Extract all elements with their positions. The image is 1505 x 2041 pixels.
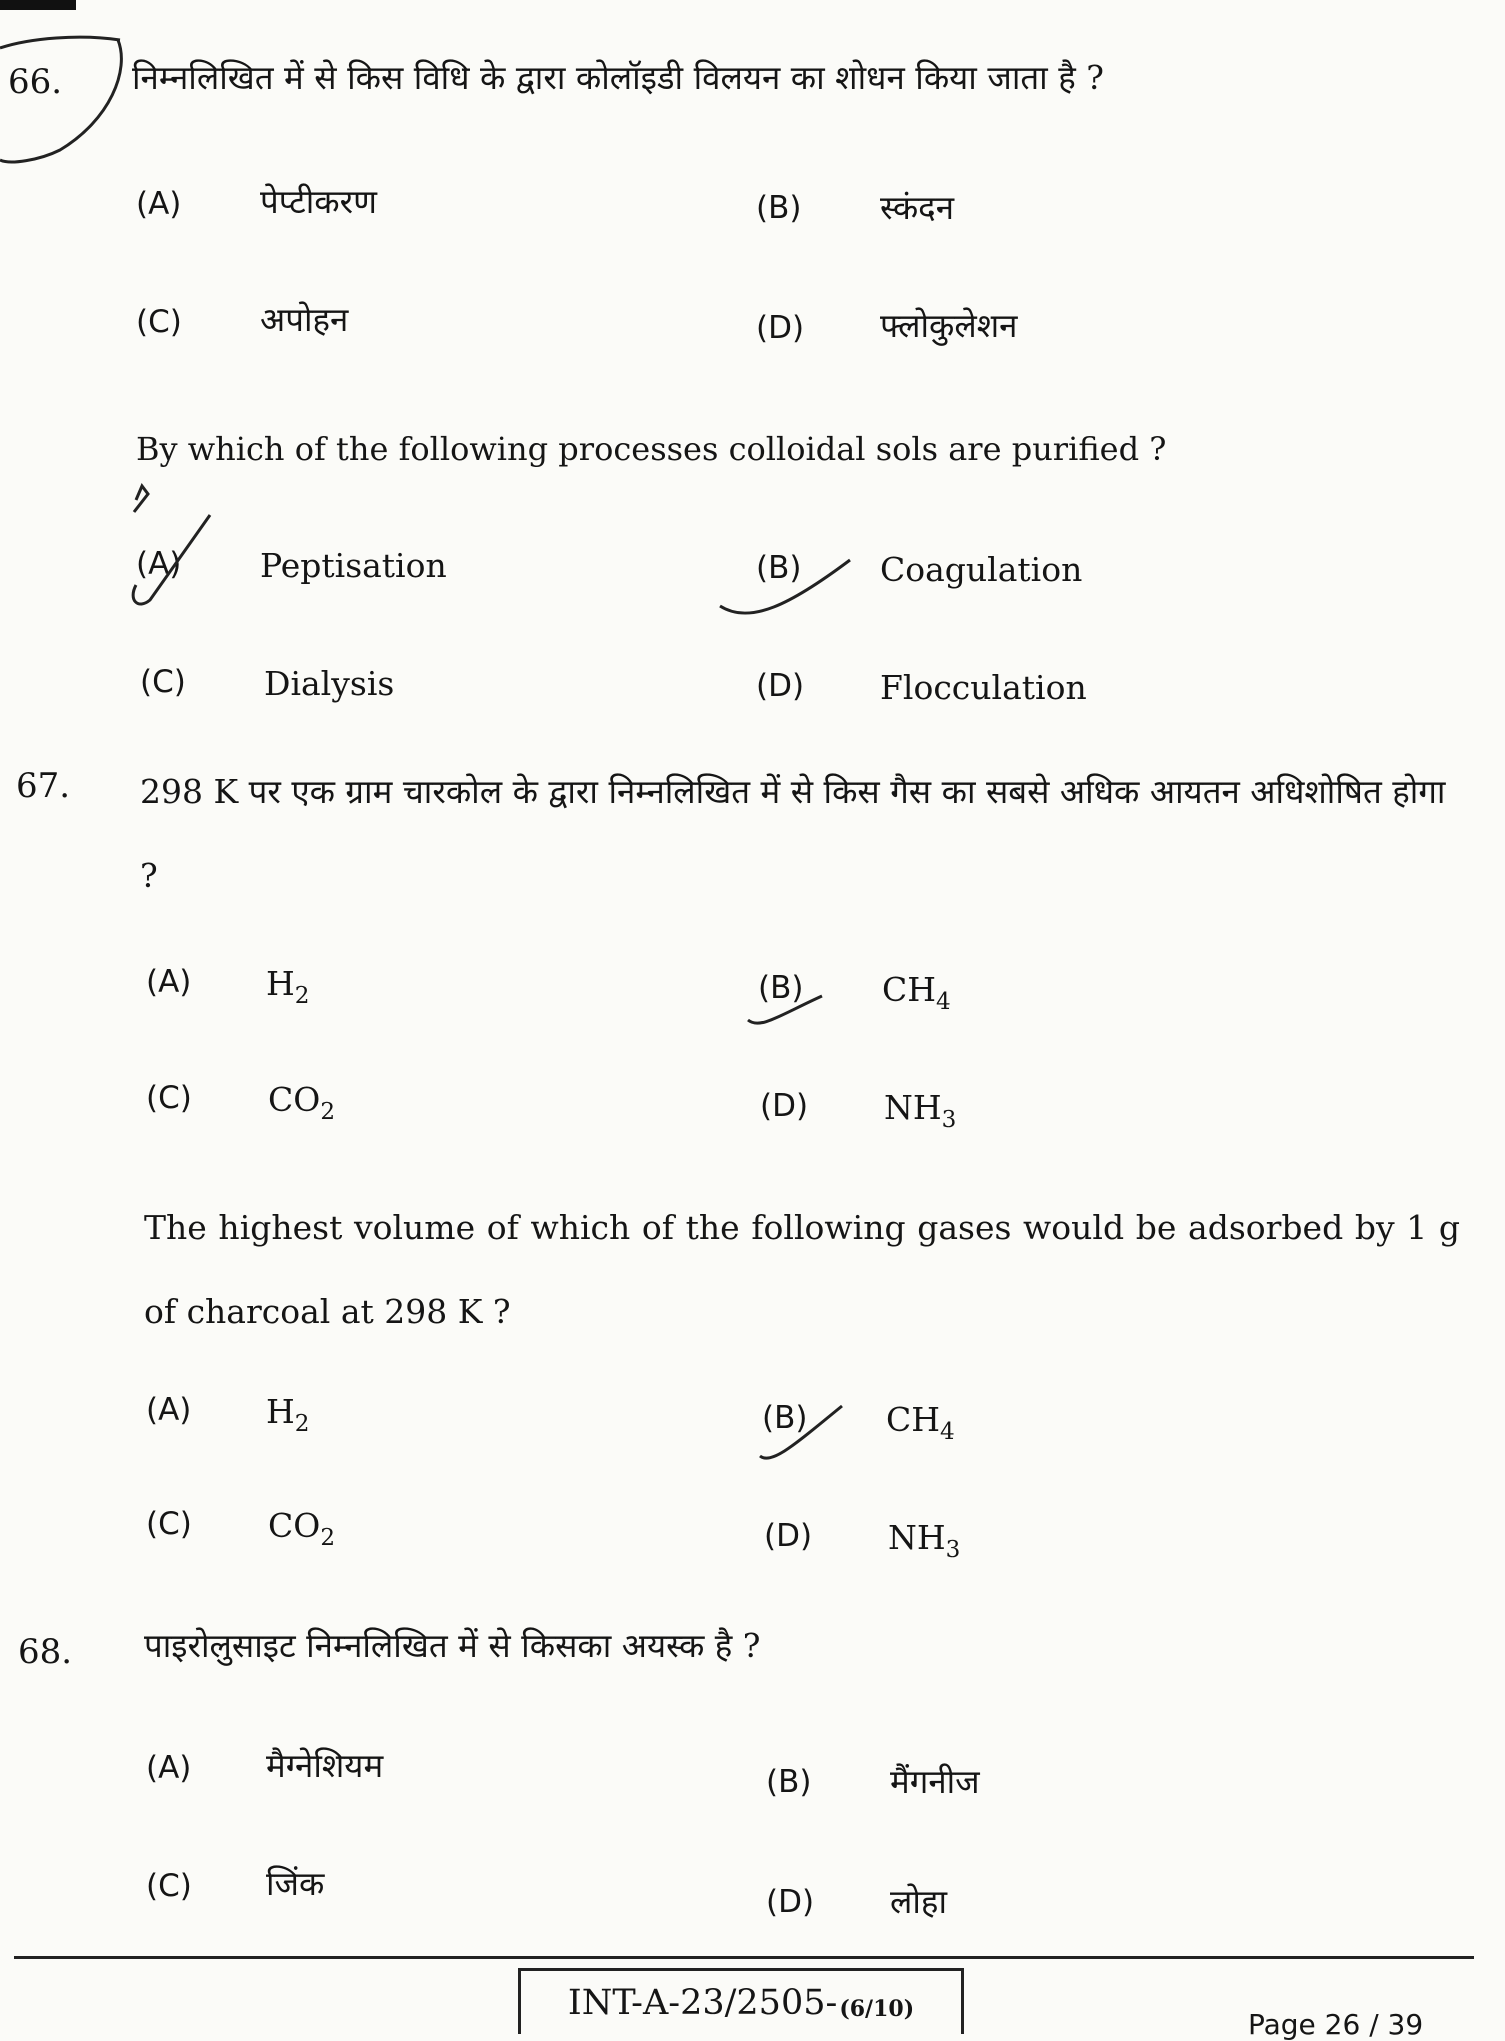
- question-66-hindi-text: निम्नलिखित में से किस विधि के द्वारा कोलॉइडी विलयन का शोधन किया जाता है ?: [132, 58, 1104, 97]
- question-68-hindi-text: पाइरोलुसाइट निम्नलिखित में से किसका अयस्क है ?: [144, 1626, 761, 1665]
- question-67-english-text: The highest volume of which of the following gases would be adsorbed by 1 g of charcoal at 298 K ?: [144, 1208, 1460, 1331]
- paper-code-box: [518, 1968, 964, 2034]
- question-67-hindi-text: 298 K पर एक ग्राम चारकोल के द्वारा निम्नलिखित में से किस गैस का सबसे अधिक आयतन अधिशोषित होगा ?: [140, 772, 1446, 895]
- paper-code-suffix: (6/10): [839, 1995, 915, 2022]
- question-68-number: 68.: [18, 1632, 73, 1672]
- circle-mark-q66: [0, 40, 121, 162]
- paper-code: INT-A-23/2505-: [567, 1982, 838, 2023]
- footer-rule: [14, 1956, 1474, 1959]
- page-number: Page 26 / 39: [1248, 2008, 1424, 2041]
- circle-mark-q66-top: [0, 37, 120, 48]
- pen-tick-mark: [134, 486, 148, 512]
- question-66-number: 66.: [8, 62, 63, 102]
- question-67-number: 67.: [16, 766, 71, 806]
- answer-tick-q67-english-b: [760, 1406, 842, 1458]
- answer-tick-q66-a: [133, 515, 210, 604]
- exam-page: 66. निम्नलिखित में से किस विधि के द्वारा कोलॉइडी विलयन का शोधन किया जाता है ? (A) पेप्टीकरण (B) स्कंदन (C) अपोहन (D) फ्लोकुलेशन By which of the following processes colloidal sols are purified ? (A) Peptisation (B) Coagulation (C) Dialysis (D) Flocculation 67. 298 K पर एक ग्राम चारकोल के द्वारा निम्नलिखित में से किस गैस का सबसे अधिक आयतन अधिशोषित होगा ? (A) $H_2$ (B) $CH_4$ (C) $CO_2$ (D) $NH_3$ The highest volume of which of the following gases would be adsorbed by 1 g of charcoal at 298 K ? (A) $H_2$ (B) $CH_4$ (C) $CO_2$ (D) $NH_3$ 68. पाइरोलुसाइट निम्नलिखित में से किसका अयस्क है ? (A) मैग्नेशियम (B) मैंगनीज (C) जिंक (D) लोहा INT-A-23/2505- (6/10) Page 26 / 39: [0, 0, 1505, 2034]
- answer-tick-q66-b: [720, 560, 850, 613]
- answer-tick-q67-hindi-b: [748, 996, 822, 1023]
- question-66-english-text: By which of the following processes colloidal sols are purified ?: [136, 430, 1167, 468]
